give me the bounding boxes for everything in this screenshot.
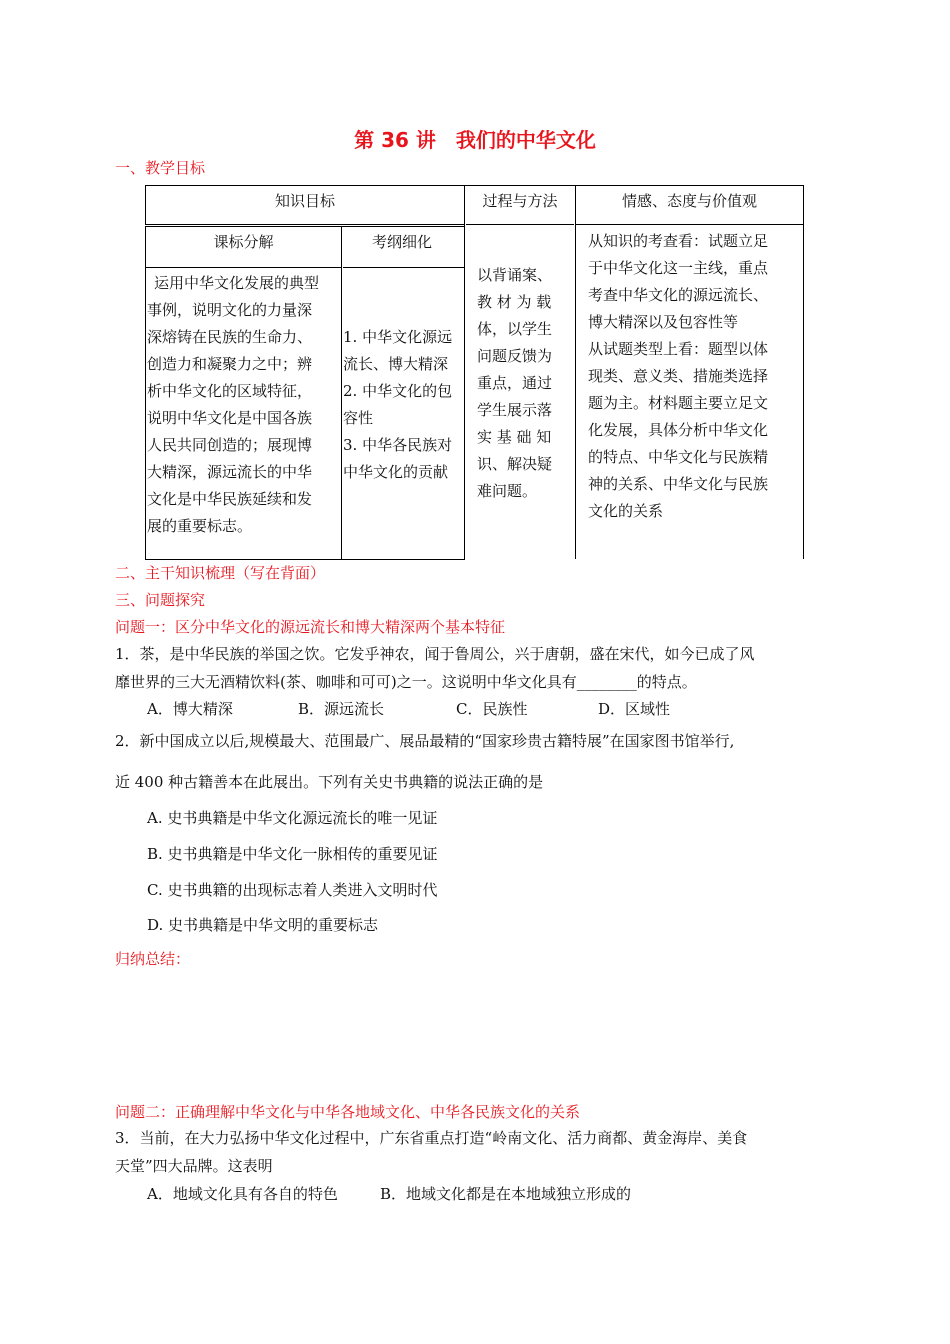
process-text: 以背诵案、 教 材 为 载 体，以学生 问题反馈为 重点，通过 学生展示落 实 基 础 知 识、解决疑 难问题。: [477, 266, 553, 500]
header-outline: 考纲细化: [372, 233, 433, 251]
header-standard: 课标分解: [213, 233, 274, 251]
q1-option-d: D．区域性: [598, 700, 671, 718]
standard-text: 运用中华文化发展的典型 事例，说明文化的力量深 深熔铸在民族的生命力、 创造力和凝聚力之中；辨 析中华文化的区域特征， 说明中华文化是中国各族 人民共同创造的；展现博 大精深，源远流长的中华 文化是中华民族延续和发 展的重要标志。: [147, 274, 320, 535]
q3-option-b: B．地域文化都是在本地域独立形成的: [380, 1185, 632, 1203]
question-1-line-2: 靡世界的三大无酒精饮料(茶、咖啡和可可)之一。这说明中华文化具有________的特点。: [115, 673, 697, 691]
q2-option-a: A. 史书典籍是中华文化源远流长的唯一见证: [147, 809, 438, 827]
header-emotion: 情感、态度与价值观: [621, 192, 757, 210]
question-3-line-1: 3．当前，在大力弘扬中华文化过程中，广东省重点打造“岭南文化、活力商都、黄金海岸、美食: [115, 1129, 748, 1147]
q2-option-d: D. 史书典籍是中华文明的重要标志: [147, 916, 379, 934]
section-heading-inquiry: 三、问题探究: [115, 591, 206, 609]
q1-option-b: B．源远流长: [298, 700, 385, 718]
question-group-1-title: 问题一：区分中华文化的源远流长和博大精深两个基本特征: [115, 618, 506, 636]
section-heading-goals: 一、教学目标: [115, 159, 206, 177]
question-2-line-1: 2．新中国成立以后,规模最大、范围最广、展品最精的“国家珍贵古籍特展”在国家图书馆举行,: [115, 732, 735, 750]
question-3-line-2: 天堂”四大品牌。这表明: [115, 1157, 273, 1175]
outline-text: 1. 中华文化源远 流长、博大精深 2. 中华文化的包 容性 3. 中华各民族对 中华文化的贡献: [343, 328, 453, 481]
q1-option-a: A．博大精深: [147, 700, 233, 718]
q2-option-b: B. 史书典籍是中华文化一脉相传的重要见证: [147, 845, 438, 863]
question-group-2-title: 问题二：正确理解中华文化与中华各地域文化、中华各民族文化的关系: [115, 1103, 581, 1121]
q2-option-c: C. 史书典籍的出现标志着人类进入文明时代: [147, 881, 438, 899]
q1-option-c: C．民族性: [456, 700, 528, 718]
page-title: 第 36 讲 我们的中华文化: [354, 128, 596, 152]
question-2-line-2: 近 400 种古籍善本在此展出。下列有关史书典籍的说法正确的是: [115, 773, 544, 791]
summary-heading: 归纳总结：: [115, 950, 191, 968]
header-knowledge: 知识目标: [274, 192, 335, 210]
emotion-text: 从知识的考查看：试题立足 于中华文化这一主线，重点 考查中华文化的源远流长、 博大精深以及包容性等 从试题类型上看：题型以体 现类、意义类、措施类选择 题为主。材料题主要立足文 化发展，具体分析中华文化 的特点、中华文化与民族精 神的关系、中华文化与民族 文化的关系: [588, 232, 769, 520]
q3-option-a: A．地域文化具有各自的特色: [147, 1185, 338, 1203]
question-1-line-1: 1．茶，是中华民族的举国之饮。它发乎神农，闻于鲁周公，兴于唐朝，盛在宋代，如今已成了风: [115, 645, 755, 663]
header-process: 过程与方法: [482, 192, 558, 210]
section-heading-knowledge: 二、主干知识梳理（写在背面）: [115, 564, 326, 582]
